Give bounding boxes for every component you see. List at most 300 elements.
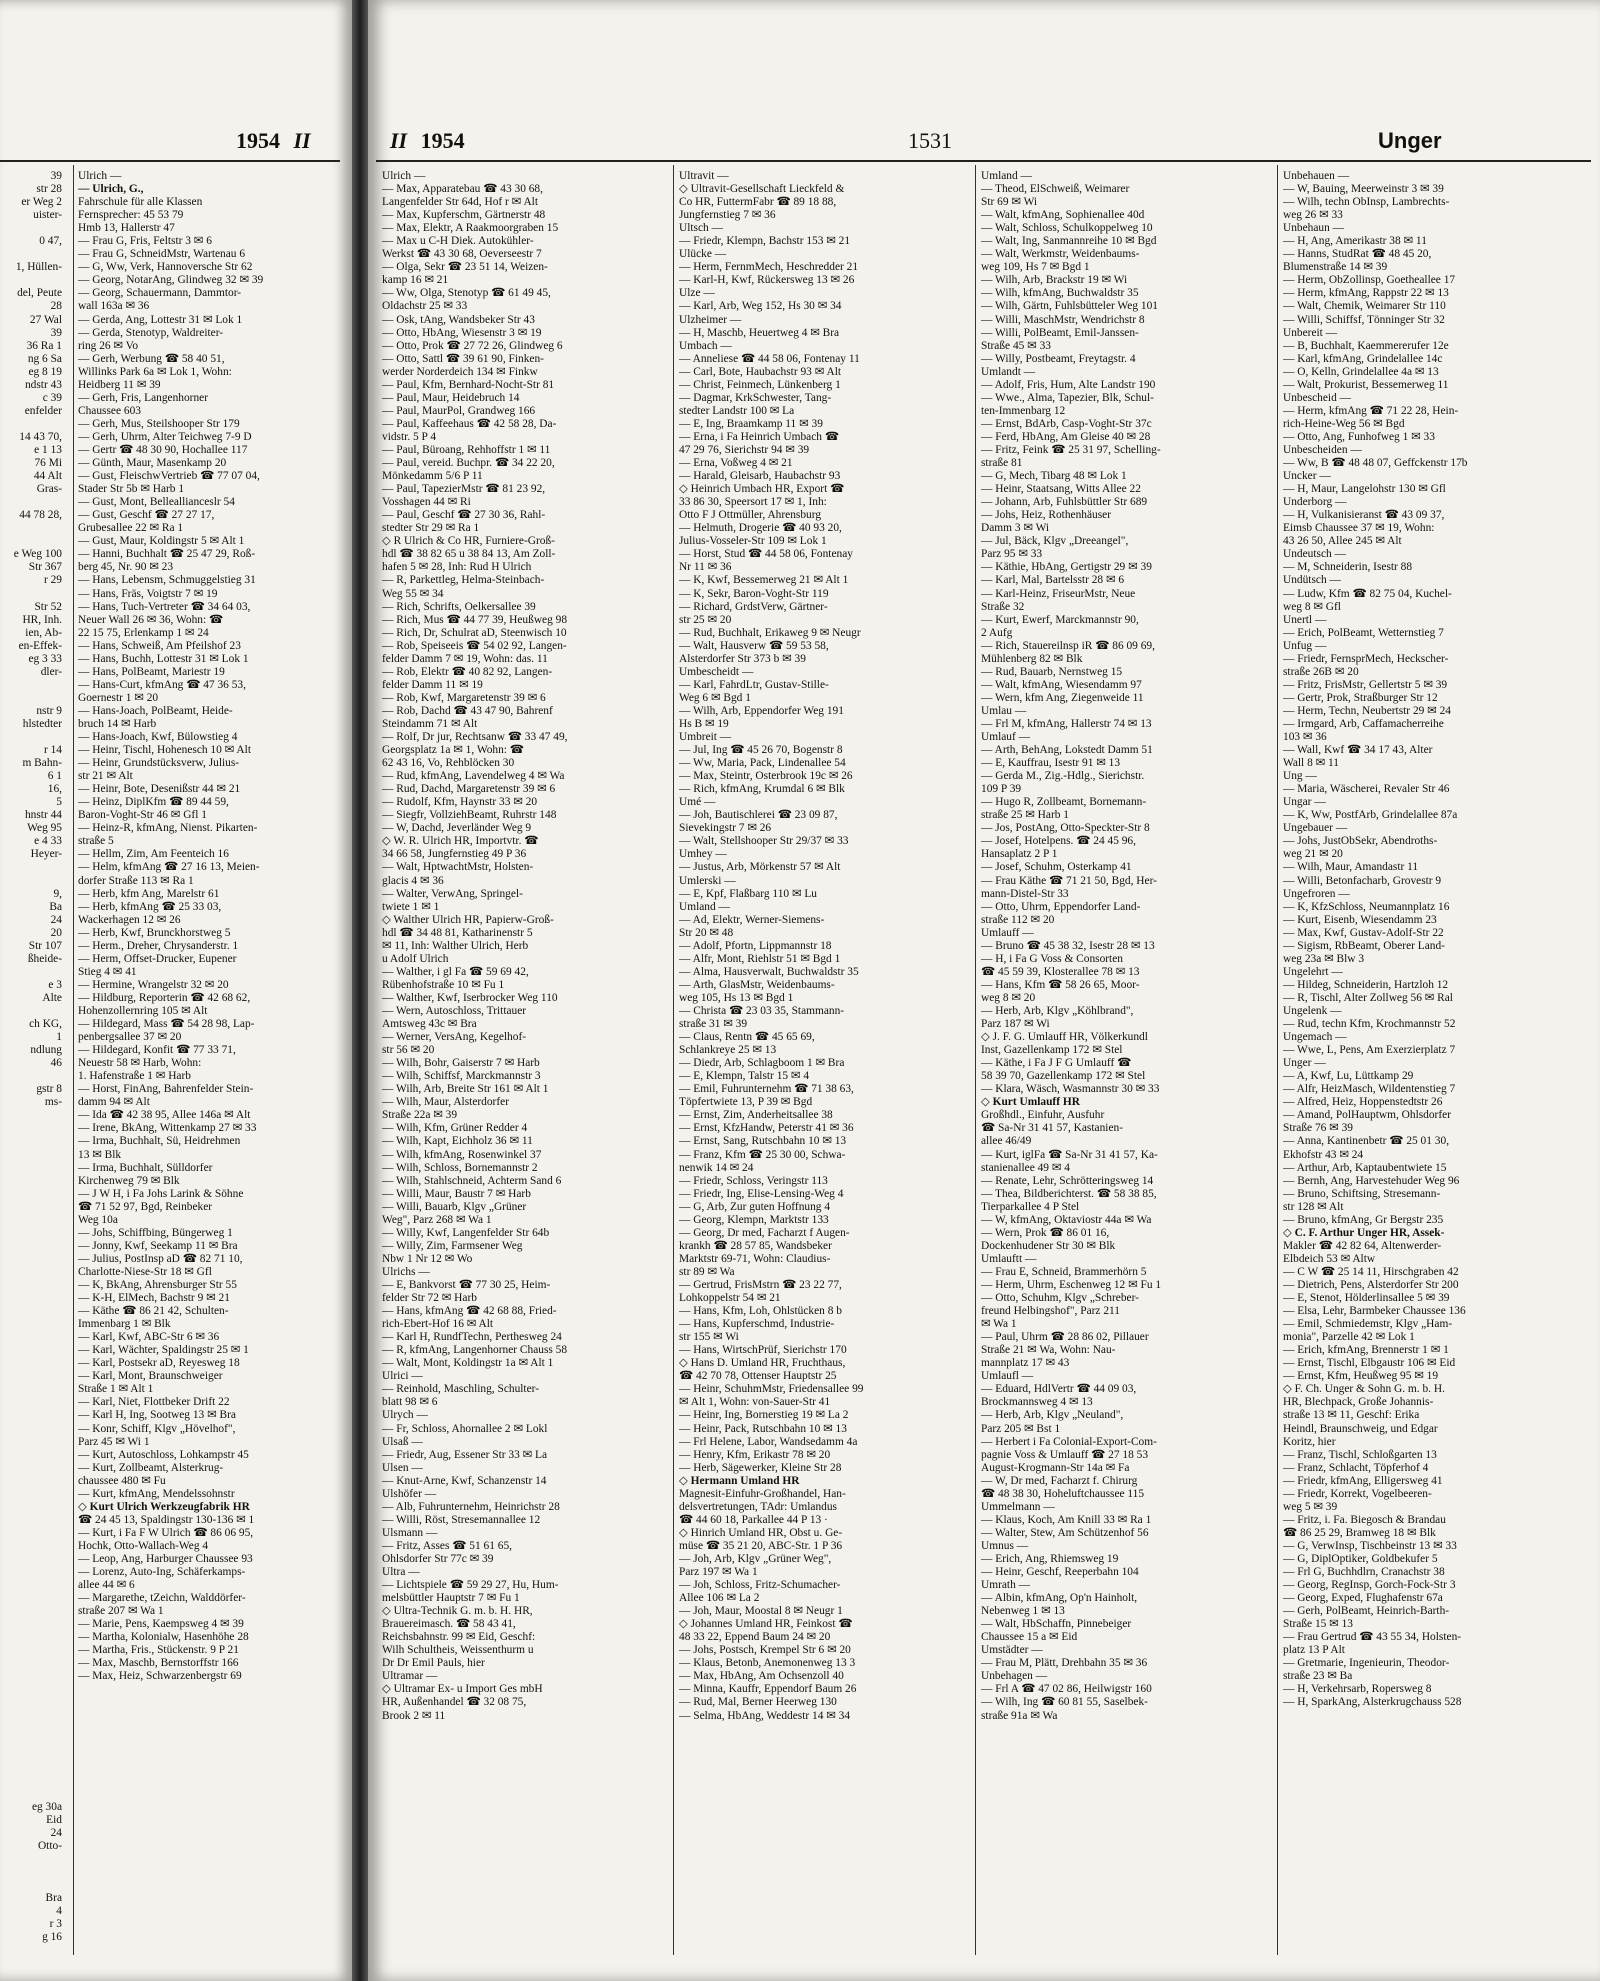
directory-entry-line: — Gerda M., Zig.-Hdlg., Sierichstr. xyxy=(981,770,1145,783)
stub-line xyxy=(0,1710,62,1723)
directory-entry-line: — Kurt, Zollbeamt, Alsterkrug- xyxy=(78,1461,224,1474)
stub-line xyxy=(0,1631,62,1644)
directory-entry-line: — Walt, Prokurist, Bessemerweg 11 xyxy=(1283,378,1449,391)
directory-entry-line: — Helmuth, Drogerie ☎ 40 93 20, xyxy=(679,522,842,535)
directory-entry-line: — W, Bauing, Meerweinstr 3 ✉ 39 xyxy=(1283,183,1444,196)
directory-entry-line: Nr 11 ✉ 36 xyxy=(679,561,732,574)
directory-entry-line: ◇ Hermann Umland HR xyxy=(679,1474,800,1487)
directory-entry-line: weg 21 ✉ 20 xyxy=(1283,848,1343,861)
directory-entry-line: ◇ Hans D. Umland HR, Fruchthaus, xyxy=(679,1357,846,1370)
stub-line: 1, Hüllen- xyxy=(15,261,62,274)
directory-entry-line: Ungar — xyxy=(1283,796,1326,809)
directory-entry-line: — Herb, Arb, Klgv „Neuland", xyxy=(981,1409,1124,1422)
directory-entry-line: weg 5 ✉ 39 xyxy=(1283,1500,1338,1513)
directory-entry-line: — Max, Apparatebau ☎ 43 30 68, xyxy=(382,183,543,196)
directory-entry-line: — Johs, Postsch, Krempel Str 6 ✉ 20 xyxy=(679,1644,851,1657)
directory-entry-line: — Johs, Schiffbing, Büngerweg 1 xyxy=(78,1226,233,1239)
directory-entry-line: ◇ Johannes Umland HR, Feinkost ☎ xyxy=(679,1618,853,1631)
directory-entry-line: — H, SparkAng, Alsterkrugchauss 528 xyxy=(1283,1696,1462,1709)
directory-entry-line: — Rob, Speiseeis ☎ 54 02 92, Langen- xyxy=(382,639,567,652)
directory-entry-line: Baron-Voght-Str 46 ✉ Gfl 1 xyxy=(78,809,207,822)
directory-entry-line: — Hans, Buchh, Lottestr 31 ✉ Lok 1 xyxy=(78,652,249,665)
directory-entry-line: Ulrich — xyxy=(382,170,426,182)
directory-entry-line: Umbescheidt — xyxy=(679,665,754,678)
left-header-year: 1954 xyxy=(236,128,280,153)
directory-entry-line: — Martha, Fris., Stückenstr. 9 P 21 xyxy=(78,1644,239,1657)
stub-line: del, Peute xyxy=(17,287,62,300)
directory-entry-line: Unbescheiden — xyxy=(1283,443,1362,456)
directory-entry-line: — K, Kwf, Bessemerweg 21 ✉ Alt 1 xyxy=(679,574,849,587)
directory-entry-line: — Rud, Bauarb, Nernstweg 15 xyxy=(981,665,1123,678)
stub-line xyxy=(0,1279,62,1292)
directory-entry-line: straße 23 ✉ Ba xyxy=(1283,1670,1353,1683)
directory-entry-line: — Renate, Lehr, Schrötteringsweg 14 xyxy=(981,1174,1154,1187)
directory-entry-line: ✉ Wa 1 xyxy=(981,1318,1017,1331)
stub-line xyxy=(0,1514,62,1527)
directory-entry-line: — H, i Fa G Voss & Consorten xyxy=(981,952,1123,965)
stub-line xyxy=(0,1683,62,1696)
directory-entry-line: Unertl — xyxy=(1283,613,1327,626)
stub-line: hlstedter xyxy=(22,717,62,730)
directory-entry-line: rich-Ebert-Hof 16 ✉ Alt xyxy=(382,1318,494,1331)
stub-line xyxy=(0,1579,62,1592)
directory-entry-line: — Adolf, Pfortn, Lippmannstr 18 xyxy=(679,939,832,952)
directory-entry-line: Jungfernstieg 7 ✉ 36 xyxy=(679,209,776,222)
directory-entry-line: — Frau G, Fris, Feltstr 3 ✉ 6 xyxy=(78,235,212,248)
directory-entry-line: — Alfred, Heiz, Hoppenstedtstr 26 xyxy=(1283,1096,1443,1109)
directory-entry-line: glacis 4 ✉ 36 xyxy=(382,874,444,887)
directory-entry-line: — Hans, Schweiß, Am Pfeilshof 23 xyxy=(78,639,241,652)
directory-entry-line: Weg", Parz 268 ✉ Wa 1 xyxy=(382,1213,492,1226)
directory-entry-line: — Fritz, Feink ☎ 25 31 97, Schelling- xyxy=(981,443,1161,456)
directory-entry-line: Allee 106 ✉ La 2 xyxy=(679,1592,760,1605)
directory-entry-line: — Frl M, kfmAng, Hallerstr 74 ✉ 13 xyxy=(981,717,1152,730)
directory-entry-line: Ohlsdorfer Str 77c ✉ 39 xyxy=(382,1552,494,1565)
directory-entry-line: Marktstr 69-71, Wohn: Claudius- xyxy=(679,1252,831,1265)
directory-entry-line: — Marie, Pens, Kaempsweg 4 ✉ 39 xyxy=(78,1618,244,1631)
directory-entry-line: — Walt, Schloss, Schulkoppelweg 10 xyxy=(981,222,1153,235)
directory-entry-line: — Willi, Maur, Baustr 7 ✉ Harb xyxy=(382,1187,531,1200)
directory-entry-line: ◇ J. F. G. Umlauff HR, Völkerkundl xyxy=(981,1031,1148,1044)
directory-entry-line: weg 105, Hs 13 ✉ Bgd 1 xyxy=(679,991,794,1004)
directory-entry-line: — Heinr, SchuhmMstr, Friedensallee 99 xyxy=(679,1383,864,1396)
directory-entry-line: Unbereit — xyxy=(1283,326,1338,339)
directory-entry-line: — Gretmarie, Ingenieurin, Theodor- xyxy=(1283,1657,1450,1670)
stub-line: eg 30a xyxy=(31,1800,62,1813)
left-header-roman: II xyxy=(293,128,311,153)
directory-entry-line: Hmb 13, Hallerstr 47 xyxy=(78,222,175,235)
stub-line xyxy=(0,1749,62,1762)
directory-entry-line: — Lichtspiele ☎ 59 29 27, Hu, Hum- xyxy=(382,1579,559,1592)
directory-entry-line: Wilh Schultheis, Weissenthurm u xyxy=(382,1644,534,1657)
directory-entry-line: Dockenhudener Str 30 ✉ Blk xyxy=(981,1239,1116,1252)
directory-entry-line: — R, Tischl, Alter Zollweg 56 ✉ Ral xyxy=(1283,991,1453,1004)
directory-entry-line: — Heinr, Pack, Rutschbahn 10 ✉ 13 xyxy=(679,1422,847,1435)
directory-entry-line: Hs B ✉ 19 xyxy=(679,717,729,730)
directory-entry-line: — Rud, Buchhalt, Erikaweg 9 ✉ Neugr xyxy=(679,626,861,639)
left-header-rule xyxy=(0,160,340,162)
directory-entry-line: — Carl, Bote, Haubachstr 93 ✉ Alt xyxy=(679,365,842,378)
directory-entry-line: — H, Maur, Langelohstr 130 ✉ Gfl xyxy=(1283,483,1446,496)
directory-entry-line: Umlauftt — xyxy=(981,1252,1037,1265)
directory-entry-line: Ungemach — xyxy=(1283,1031,1347,1044)
directory-entry-line: — Hildegard, Mass ☎ 54 28 98, Lap- xyxy=(78,1018,255,1031)
directory-entry-line: Unbehauen — xyxy=(1283,170,1350,182)
directory-entry-line: — Heinr, Bote, Desenißstr 44 ✉ 21 xyxy=(78,783,241,796)
directory-entry-line: — Herm, kfmAng ☎ 71 22 28, Hein- xyxy=(1283,404,1459,417)
stub-line: dler- xyxy=(40,665,62,678)
directory-entry-line: — Heinr, Staatsang, Witts Allee 22 xyxy=(981,483,1141,496)
directory-entry-line: — Georg, Schauermann, Dammtor- xyxy=(78,287,242,300)
directory-entry-line: — Georg, Dr med, Facharzt f Augen- xyxy=(679,1226,850,1239)
directory-entry-line: — Ludw, Kfm ☎ 82 75 04, Kuchel- xyxy=(1283,587,1452,600)
directory-entry-line: — Gust, Mont, Belleallianceslr 54 xyxy=(78,496,235,509)
directory-entry-line: — Max, HbAng, Am Ochsenzoll 40 xyxy=(679,1670,844,1683)
directory-entry-line: — Frl G, Buchhdlrn, Cranachstr 38 xyxy=(1283,1566,1445,1579)
directory-entry-line: Otto F J Ottmüller, Ahrensburg xyxy=(679,509,822,522)
directory-entry-line: twiete 1 ✉ 1 xyxy=(382,900,440,913)
directory-entry-line: — Josef, Hotelpens. ☎ 24 45 96, xyxy=(981,835,1136,848)
directory-entry-line: — Willi, PolBeamt, Emil-Janssen- xyxy=(981,326,1139,339)
stub-line: en-Effek- xyxy=(18,639,62,652)
right-column-1 xyxy=(382,170,667,1723)
directory-entry-line: Ungefroren — xyxy=(1283,887,1350,900)
directory-entry-line: — Rich, Schrifts, Oelkersallee 39 xyxy=(382,600,536,613)
directory-entry-line: straße 112 ✉ 20 xyxy=(981,913,1055,926)
directory-entry-line: — Walther, i gl Fa ☎ 59 69 42, xyxy=(382,965,529,978)
stub-line xyxy=(0,861,62,874)
directory-entry-line: 103 ✉ 36 xyxy=(1283,731,1327,744)
directory-entry-line: — Frl A ☎ 47 02 86, Heilwigstr 160 xyxy=(981,1683,1152,1696)
directory-entry-line: Umé — xyxy=(679,796,716,809)
directory-entry-line: — Klaus, Betonb, Anemonenweg 13 3 xyxy=(679,1657,856,1670)
directory-entry-line: — Kurt, Ewerf, Marckmannstr 90, xyxy=(981,613,1139,626)
directory-entry-line: — Friedr, kfmAng, Elligersweg 41 xyxy=(1283,1474,1443,1487)
directory-entry-line: — Albin, kfmAng, Op'n Hainholt, xyxy=(981,1592,1138,1605)
directory-entry-line: — R, Parkettleg, Helma-Steinbach- xyxy=(382,574,545,587)
directory-entry-line: Parz 45 ✉ Wi 1 xyxy=(78,1435,150,1448)
directory-entry-line: — H, Vulkanisieranst ☎ 43 09 37, xyxy=(1283,509,1445,522)
directory-entry-line: — Gertr ☎ 48 30 90, Hochallee 117 xyxy=(78,443,248,456)
directory-entry-line: weg 26 ✉ 33 xyxy=(1283,209,1343,222)
directory-entry-line: — Rud, techn Kfm, Krochmannstr 52 xyxy=(1283,1018,1456,1031)
directory-entry-line: — Irmgard, Arb, Caffamacherreihe xyxy=(1283,717,1444,730)
directory-entry-line: Weg 10a xyxy=(78,1213,118,1226)
directory-entry-line: — Friedr, Ing, Elise-Lensing-Weg 4 xyxy=(679,1187,844,1200)
directory-entry-line: — Sigism, RbBeamt, Oberer Land- xyxy=(1283,939,1445,952)
directory-entry-line: — Irma, Buchhalt, Sü, Heidrehmen xyxy=(78,1135,241,1148)
directory-entry-line: — Emil, Fuhrunternehm ☎ 71 38 63, xyxy=(679,1083,854,1096)
stub-line: e 1 13 xyxy=(34,443,62,456)
directory-entry-line: — Walt, Werkmstr, Weidenbaums- xyxy=(981,248,1140,261)
directory-entry-line: — Bruno, Schiftsing, Stresemann- xyxy=(1283,1187,1441,1200)
directory-entry-line: — Ad, Elektr, Werner-Siemens- xyxy=(679,913,825,926)
stub-line: Heyer- xyxy=(30,848,62,861)
stub-line: 1 xyxy=(56,1031,62,1044)
directory-entry-line: Sievekingstr 7 ✉ 26 xyxy=(679,822,772,835)
directory-entry-line: — A, Kwf, Lu, Lüttkamp 29 xyxy=(1283,1070,1414,1083)
directory-entry-line: — Hans, PolBeamt, Mariestr 19 xyxy=(78,665,225,678)
directory-entry-line: — Karl, Mont, Braunschweiger xyxy=(78,1370,223,1383)
stub-line xyxy=(0,1331,62,1344)
directory-entry-line: — Wilh, Kfm, Grüner Redder 4 xyxy=(382,1122,528,1135)
directory-entry-line: — Wilh, Schloss, Bornemannstr 2 xyxy=(382,1161,538,1174)
stub-line: HR, Inh. xyxy=(22,613,62,626)
directory-entry-line: — Heinr, Ing, Bornerstieg 19 ✉ La 2 xyxy=(679,1409,849,1422)
stub-line: er Weg 2 xyxy=(21,196,62,209)
stub-line: gstr 8 xyxy=(36,1083,62,1096)
directory-entry-line: Stieg 4 ✉ 41 xyxy=(78,965,137,978)
stub-line: 27 Wal xyxy=(29,313,62,326)
directory-entry-line: — Frau G, SchneidMstr, Wartenau 6 xyxy=(78,248,246,261)
directory-entry-line: — W, Dachd, Jeverländer Weg 9 xyxy=(382,822,532,835)
directory-entry-line: ring 26 ✉ Vo xyxy=(78,339,139,352)
directory-entry-line: Brook 2 ✉ 11 xyxy=(382,1709,446,1722)
directory-entry-line: u Adolf Ulrich xyxy=(382,952,449,965)
directory-entry-line: Umlauff — xyxy=(981,926,1034,939)
directory-entry-line: — Paul, MaurPol, Grandweg 166 xyxy=(382,404,536,417)
right-header-roman: II xyxy=(390,128,408,153)
directory-entry-line: — Hans, Kfm ☎ 58 26 65, Moor- xyxy=(981,978,1140,991)
directory-entry-line: — Ernst, BdArb, Casp-Voght-Str 37c xyxy=(981,417,1152,430)
stub-line xyxy=(0,1357,62,1370)
directory-entry-line: — Karl, Postsekr aD, Reyesweg 18 xyxy=(78,1357,240,1370)
directory-entry-line: — Helm, kfmAng ☎ 27 16 13, Meien- xyxy=(78,861,260,874)
stub-line: ndstr 43 xyxy=(24,378,62,391)
directory-entry-line: — Willi, Schiffsf, Tönninger Str 32 xyxy=(1283,313,1445,326)
stub-line xyxy=(0,1292,62,1305)
stub-line: Ba xyxy=(49,900,62,913)
directory-entry-line: — Gerh, Uhrm, Alter Teichweg 7-9 D xyxy=(78,430,252,443)
stub-line xyxy=(0,1605,62,1618)
directory-entry-line: — Kurt, i Fa F W Ulrich ☎ 86 06 95, xyxy=(78,1526,254,1539)
directory-entry-line: — K, Ww, PostfArb, Grindelallee 87a xyxy=(1283,809,1458,822)
directory-entry-line: Umland — xyxy=(981,170,1032,182)
directory-entry-line: — Walt, Stellshooper Str 29/37 ✉ 33 xyxy=(679,835,849,848)
directory-entry-line: — Ww, Maria, Pack, Lindenallee 54 xyxy=(679,757,846,770)
directory-entry-line: — Gerda, Stenotyp, Waldreiter- xyxy=(78,326,224,339)
directory-entry-line: — Gust, Geschf ☎ 27 27 17, xyxy=(78,509,215,522)
stub-line xyxy=(0,1149,62,1162)
directory-entry-line: — Knut-Arne, Kwf, Schanzenstr 14 xyxy=(382,1474,547,1487)
stub-line xyxy=(0,1162,62,1175)
directory-entry-line: — Bernh, Ang, Harvestehuder Weg 96 xyxy=(1283,1174,1460,1187)
directory-entry-line: — Diedr, Arb, Schlagboom 1 ✉ Bra xyxy=(679,1057,845,1070)
stub-line xyxy=(0,1005,62,1018)
stub-line xyxy=(0,1436,62,1449)
directory-entry-line: — Rud, Dachd, Margaretenstr 39 ✉ 6 xyxy=(382,783,556,796)
directory-entry-line: — Frau Käthe ☎ 71 21 50, Bgd, Her- xyxy=(981,874,1157,887)
stub-line: 44 Alt xyxy=(33,470,62,483)
directory-entry-line: — K, KfzSchloss, Neumannplatz 16 xyxy=(1283,900,1450,913)
directory-entry-line: Chaussee 603 xyxy=(78,404,141,417)
directory-entry-line: — Walther, Kwf, Iserbrocker Weg 110 xyxy=(382,991,558,1004)
directory-entry-line: — Josef, Schuhm, Osterkamp 41 xyxy=(981,861,1132,874)
stub-line: 14 43 70, xyxy=(19,430,62,443)
directory-entry-line: Straße 15 ✉ 13 xyxy=(1283,1618,1353,1631)
directory-entry-line: freund Helbingshof", Parz 211 xyxy=(981,1305,1120,1318)
directory-entry-line: hdl ☎ 34 48 81, Katharinenstr 5 xyxy=(382,926,533,939)
directory-entry-line: — Rud, kfmAng, Lavendelweg 4 ✉ Wa xyxy=(382,770,565,783)
stub-line: 24 xyxy=(50,1826,62,1839)
directory-entry-line: — Fritz, i. Fa. Biegosch & Brandau xyxy=(1283,1513,1446,1526)
directory-entry-line: — Leop, Ang, Harburger Chaussee 93 xyxy=(78,1552,253,1565)
directory-entry-line: Str 20 ✉ 48 xyxy=(679,926,734,939)
directory-entry-line: — Klara, Wäsch, Wasmannstr 30 ✉ 33 xyxy=(981,1083,1160,1096)
directory-entry-line: Straße 32 xyxy=(981,600,1025,613)
directory-entry-line: str 21 ✉ Alt xyxy=(78,770,133,783)
stub-line: ch KG, xyxy=(29,1018,62,1031)
directory-entry-line: Schlankreye 25 ✉ 13 xyxy=(679,1044,777,1057)
directory-entry-line: pagnie Voss & Umlauff ☎ 27 18 53 xyxy=(981,1448,1149,1461)
directory-entry-line: — Joh, Arb, Klgv „Grüner Weg", xyxy=(679,1552,832,1565)
directory-entry-line: — Arth, BehAng, Lokstedt Damm 51 xyxy=(981,744,1153,757)
directory-entry-line: Neuer Wall 26 ✉ 36, Wohn: ☎ xyxy=(78,613,224,626)
directory-entry-line: — Franz, Tischl, Schloßgarten 13 xyxy=(1283,1448,1437,1461)
directory-entry-line: Steindamm 71 ✉ Alt xyxy=(382,717,478,730)
directory-entry-line: Ulrich — xyxy=(78,170,122,182)
directory-entry-line: — Bruno ☎ 45 38 32, Isestr 28 ✉ 13 xyxy=(981,939,1155,952)
directory-entry-line: Ekhofstr 43 ✉ 24 xyxy=(1283,1148,1364,1161)
stub-line xyxy=(0,1135,62,1148)
stub-line: ms- xyxy=(44,1096,62,1109)
directory-entry-line: 58 39 70, Gazellenkamp 172 ✉ Stel xyxy=(981,1070,1146,1083)
directory-entry-line: — Rudolf, Kfm, Haynstr 33 ✉ 20 xyxy=(382,796,538,809)
directory-entry-line: Ulzheimer — xyxy=(679,313,742,326)
stub-line: 24 xyxy=(50,913,62,926)
directory-entry-line: Ulze — xyxy=(679,287,715,300)
directory-entry-line: felder Damm 11 ✉ 19 xyxy=(382,678,483,691)
directory-entry-line: str 128 ✉ Alt xyxy=(1283,1200,1344,1213)
stub-line: Str 107 xyxy=(28,939,62,952)
directory-entry-line: ◇ Ultra-Technik G. m. b. H. HR, xyxy=(382,1605,533,1618)
directory-entry-line: werder Norderdeich 134 ✉ Finkw xyxy=(382,365,538,378)
directory-entry-line: mann-Distel-Str 33 xyxy=(981,887,1069,900)
directory-entry-line: — E, Klempn, Talstr 15 ✉ 4 xyxy=(679,1070,810,1083)
directory-entry-line: — Paul, Maur, Heidebruch 14 xyxy=(382,391,520,404)
stub-line: eg 3 33 xyxy=(28,652,62,665)
directory-entry-line: — K, Sekr, Baron-Voght-Str 119 xyxy=(679,587,829,600)
left-column-divider xyxy=(73,165,74,1955)
stub-line: ßheide- xyxy=(27,952,62,965)
directory-entry-line: — Paul, vereid. Buchpr. ☎ 34 22 20, xyxy=(382,457,555,470)
stub-line: 39 xyxy=(50,170,62,182)
directory-entry-line: Inst, Gazellenkamp 172 ✉ Stel xyxy=(981,1044,1123,1057)
directory-entry-line: Umhey — xyxy=(679,848,727,861)
directory-entry-line: Ulrych — xyxy=(382,1409,428,1422)
directory-entry-line: straße 81 xyxy=(981,457,1023,470)
directory-entry-line: — Gust, Maur, Koldingstr 5 ✉ Alt 1 xyxy=(78,535,245,548)
directory-entry-line: Unbescheid — xyxy=(1283,391,1352,404)
directory-entry-line: Lohkoppelstr 54 ✉ 21 xyxy=(679,1292,781,1305)
directory-entry-line: Großhdl., Einfuhr, Ausfuhr xyxy=(981,1109,1105,1122)
directory-entry-line: — Gust, FleischwVertrieb ☎ 77 07 04, xyxy=(78,470,260,483)
directory-entry-line: straße 31 ✉ 39 xyxy=(679,1018,748,1031)
directory-entry-line: — Paul, Kaffeehaus ☎ 42 58 28, Da- xyxy=(382,417,557,430)
directory-entry-line: — Walt, kfmAng, Sophienallee 40d xyxy=(981,209,1145,222)
directory-entry-line: monia", Parzelle 42 ✉ Lok 1 xyxy=(1283,1331,1415,1344)
left-page xyxy=(0,0,352,1981)
directory-entry-line: ◇ F. Ch. Unger & Sohn G. m. b. H. xyxy=(1283,1383,1445,1396)
directory-entry-line: Umstädter — xyxy=(981,1644,1043,1657)
stub-line xyxy=(0,731,62,744)
directory-entry-line: — Harald, Gleisarb, Haubachstr 93 xyxy=(679,470,841,483)
stub-line: ien, Ab- xyxy=(25,626,62,639)
directory-entry-line: blatt 98 ✉ 6 xyxy=(382,1396,438,1409)
directory-entry-line: platz 13 P Alt xyxy=(1283,1644,1345,1657)
directory-entry-line: — Jul, Ing ☎ 45 26 70, Bogenstr 8 xyxy=(679,744,843,757)
directory-entry-line: — Martha, Kolonialw, Hasenhöhe 28 xyxy=(78,1631,249,1644)
directory-entry-line: — Hellm, Zim, Am Feenteich 16 xyxy=(78,848,229,861)
stub-line xyxy=(0,1475,62,1488)
directory-entry-line: straße 5 xyxy=(78,835,114,848)
right-column-divider-1 xyxy=(673,165,674,1955)
directory-entry-line: — Karl-Heinz, FriseurMstr, Neue xyxy=(981,587,1136,600)
directory-entry-line: — Hans-Joach, Kwf, Bülowstieg 4 xyxy=(78,731,238,744)
directory-entry-line: — E, Kpf, Flaßbarg 110 ✉ Lu xyxy=(679,887,817,900)
directory-entry-line: — H, Ang, Amerikastr 38 ✉ 11 xyxy=(1283,235,1427,248)
directory-entry-line: — Bruno, kfmAng, Gr Bergstr 235 xyxy=(1283,1213,1444,1226)
directory-entry-line: Ultra — xyxy=(382,1566,420,1579)
directory-entry-line: ☎ 45 59 39, Klosterallee 78 ✉ 13 xyxy=(981,965,1140,978)
directory-entry-line: Ultsch — xyxy=(679,222,723,235)
stub-line xyxy=(0,1879,62,1892)
directory-entry-line: — Friedr, Schloss, Veringstr 113 xyxy=(679,1174,828,1187)
directory-entry-line: August-Krogmann-Str 14a ✉ Fa xyxy=(981,1461,1130,1474)
directory-entry-line: — Karl, Niet, Flottbeker Drift 22 xyxy=(78,1396,230,1409)
directory-entry-line: — Käthe, i Fa J F G Umlauff ☎ xyxy=(981,1057,1132,1070)
directory-entry-line: — Heinz-R, kfmAng, Nienst. Pikarten- xyxy=(78,822,258,835)
stub-line: e 3 xyxy=(48,978,62,991)
directory-entry-line: straße 91a ✉ Wa xyxy=(981,1709,1058,1722)
directory-entry-line: — Johs, JustObSekr, Abendroths- xyxy=(1283,835,1438,848)
directory-entry-line: Werkst ☎ 43 30 68, Oeverseestr 7 xyxy=(382,248,542,261)
directory-entry-line: — Margarethe, tZeichn, Walddörfer- xyxy=(78,1592,246,1605)
stub-line: Weg 95 xyxy=(27,822,62,835)
directory-entry-line: — Justus, Arb, Mörkenstr 57 ✉ Alt xyxy=(679,861,841,874)
directory-entry-line: hafen 5 ✉ 28, Inh: Rud H Ulrich xyxy=(382,561,532,574)
stub-line xyxy=(0,1409,62,1422)
directory-entry-line: straße 25 ✉ Harb 1 xyxy=(981,809,1069,822)
directory-entry-line: ◇ Hinrich Umland HR, Obst u. Ge- xyxy=(679,1526,843,1539)
directory-entry-line: — Heinz, DiplKfm ☎ 89 44 59, xyxy=(78,796,229,809)
stub-line: e 4 33 xyxy=(34,835,62,848)
directory-entry-line: — Günth, Maur, Masenkamp 20 xyxy=(78,457,227,470)
directory-entry-line: Ulrichs — xyxy=(382,1265,430,1278)
stub-line: m Bahn- xyxy=(22,757,62,770)
directory-entry-line: — Rolf, Dr jur, Rechtsanw ☎ 33 47 49, xyxy=(382,731,568,744)
directory-entry-line: — Rob, Elektr ☎ 40 82 92, Langen- xyxy=(382,665,553,678)
directory-entry-line: Tierparkallee 4 P Stel xyxy=(981,1200,1080,1213)
stub-line: c 39 xyxy=(42,391,62,404)
directory-entry-line: straße 207 ✉ Wa 1 xyxy=(78,1605,164,1618)
directory-entry-line: — Jonny, Kwf, Seekamp 11 ✉ Bra xyxy=(78,1239,238,1252)
directory-entry-line: — Herb, kfmAng ☎ 25 33 03, xyxy=(78,900,222,913)
directory-entry-line: Undütsch — xyxy=(1283,574,1341,587)
stub-line: 9, xyxy=(53,887,62,900)
directory-entry-line: — Hildburg, Reporterin ☎ 42 68 62, xyxy=(78,991,251,1004)
directory-entry-line: Langenfelder Str 64d, Hof r ✉ Alt xyxy=(382,196,539,209)
directory-entry-line: — Richard, GrdstVerw, Gärtner- xyxy=(679,600,828,613)
stub-line xyxy=(0,1696,62,1709)
directory-entry-line: — Erich, Ang, Rhiemsweg 19 xyxy=(981,1552,1119,1565)
directory-entry-line: — Minna, Kauffr, Eppendorf Baum 26 xyxy=(679,1683,857,1696)
directory-entry-line: Parz 197 ✉ Wa 1 xyxy=(679,1566,758,1579)
directory-entry-line: — Herm., Dreher, Chrysanderstr. 1 xyxy=(78,939,239,952)
directory-entry-line: — Ernst, Tischl, Elbgaustr 106 ✉ Eid xyxy=(1283,1357,1456,1370)
directory-entry-line: — Hans, WirtschPrüf, Sierichstr 170 xyxy=(679,1344,847,1357)
directory-entry-line: — Herm, Techn, Neubertstr 29 ✉ 24 xyxy=(1283,704,1451,717)
